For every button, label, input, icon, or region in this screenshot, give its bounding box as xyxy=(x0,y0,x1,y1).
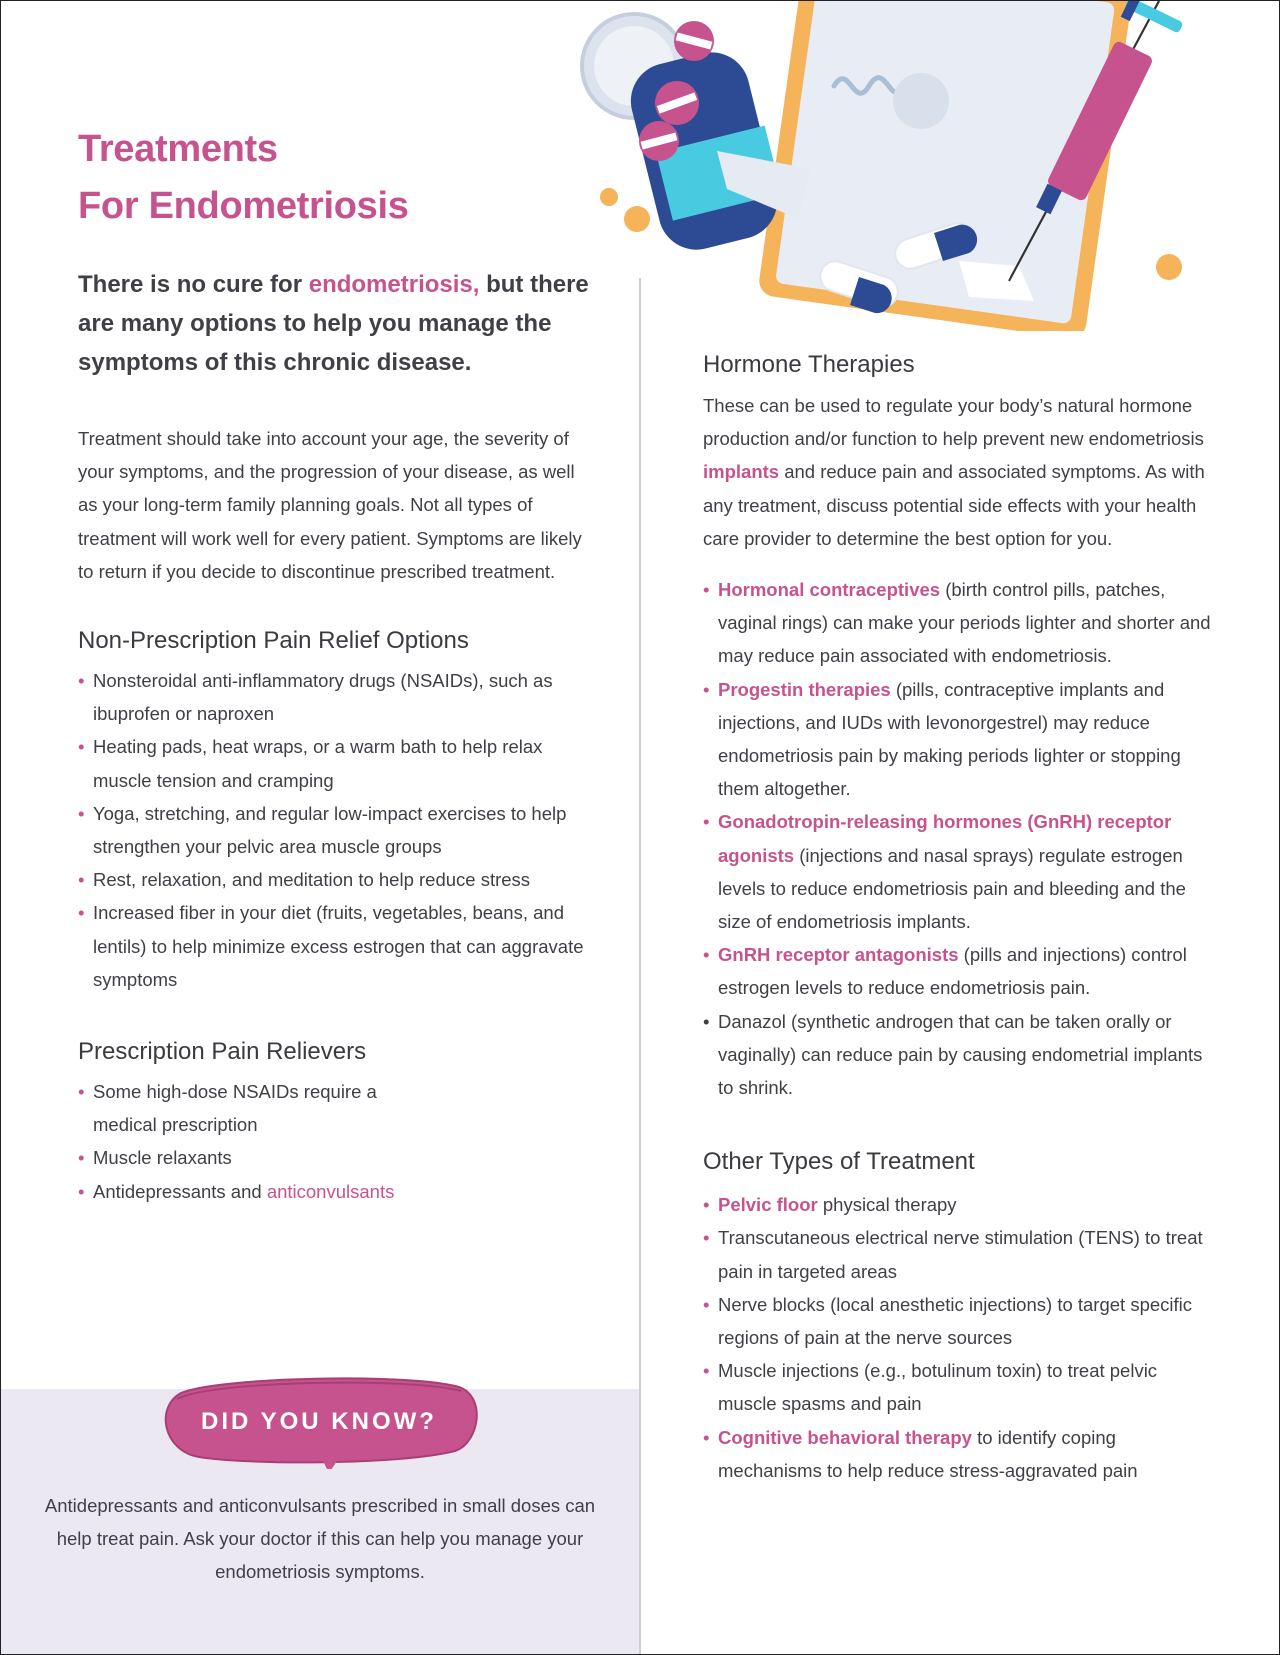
non-prescription-heading: Non-Prescription Pain Relief Options xyxy=(78,627,469,655)
hormone-intro xyxy=(703,389,1213,555)
item-highlight: Progestin therapies xyxy=(718,678,891,700)
list-item xyxy=(703,805,1213,938)
list-item: • Some high-dose NSAIDs require a medical prescription xyxy=(78,1075,413,1141)
left-column xyxy=(78,121,598,1208)
list-item xyxy=(703,573,1213,673)
list-item: • Yoga, stretching, and regular low-impact exercises to help strengthen your pelvic area muscle groups xyxy=(78,797,598,863)
prescription-list xyxy=(78,1075,598,1208)
list-item: • Heating pads, heat wraps, or a warm bath to help relax muscle tension and cramping xyxy=(78,730,598,796)
did-you-know-text: Antidepressants and anticonvulsants prescribed in small doses can help treat pain. Ask your doctor if this can help you manage your endometriosis symptoms. xyxy=(44,1495,596,1583)
item-text: to identify coping mechanisms to help reduce stress-aggravated pain xyxy=(718,1426,1138,1481)
title-line-2: For Endometriosis xyxy=(78,185,409,227)
item-highlight: Hormonal contraceptives xyxy=(718,579,941,601)
list-item: • Muscle relaxants xyxy=(78,1141,598,1174)
intro-statement xyxy=(78,265,598,382)
intro-highlight: endometriosis, xyxy=(308,271,480,298)
hormone-list xyxy=(703,573,1213,1104)
right-column xyxy=(703,351,1213,1487)
item-highlight: GnRH receptor antagonists xyxy=(718,944,959,966)
page-title xyxy=(78,121,598,235)
list-item xyxy=(78,1175,598,1208)
list-item: • Nonsteroidal anti-inflammatory drugs (NSAIDs), such as ibuprofen or naproxen xyxy=(78,664,598,730)
item-highlight: anticonvulsants xyxy=(266,1180,395,1202)
hormone-intro-text-1: These can be used to regulate your body’s natural hormone production and/or function to help prevent new endometriosis xyxy=(703,395,1204,450)
list-item xyxy=(703,1188,1213,1221)
intro-text-1: There is no cure for xyxy=(78,271,309,298)
speech-bubble-icon xyxy=(159,1373,479,1469)
list-item xyxy=(703,938,1213,1004)
item-text: (pills, contraceptive implants and injections, and IUDs with levonorgestrel) may reduce endometriosis pain by making periods lighter or stopping them altogether. xyxy=(718,678,1181,800)
item-text: (pills and injections) control estrogen levels to reduce endometriosis pain. xyxy=(718,944,1187,999)
other-heading: Other Types of Treatment xyxy=(703,1148,975,1176)
list-item: • Nerve blocks (local anesthetic injections) to target specific regions of pain at the nerve sources xyxy=(703,1288,1213,1354)
title-line-1: Treatments xyxy=(78,128,278,170)
other-list xyxy=(703,1188,1213,1487)
hormone-heading: Hormone Therapies xyxy=(703,351,915,378)
medicine-illustration xyxy=(549,1,1280,331)
item-highlight: Gonadotropin-releasing hormones (GnRH) receptor agonists xyxy=(718,811,1172,866)
item-text: (injections and nasal sprays) regulate estrogen levels to reduce endometriosis pain and bleeding and the size of endometriosis implants. xyxy=(718,844,1186,933)
list-item: • Danazol (synthetic androgen that can be taken orally or vaginally) can reduce pain by causing endometrial implants to shrink. xyxy=(703,1005,1213,1105)
list-item: • Muscle injections (e.g., botulinum toxin) to treat pelvic muscle spasms and pain xyxy=(703,1354,1213,1420)
list-item: • Increased fiber in your diet (fruits, vegetables, beans, and lentils) to help minimize excess estrogen that can aggravate symptoms xyxy=(78,896,598,996)
non-prescription-list xyxy=(78,664,598,996)
did-you-know-label: DID YOU KNOW? xyxy=(201,1408,437,1435)
item-highlight: Pelvic floor xyxy=(718,1194,818,1216)
intro-text-2: but there are many options to help you manage the symptoms of this chronic disease. xyxy=(78,271,589,376)
hormone-intro-highlight: implants xyxy=(703,461,780,483)
hormone-intro-text-2: and reduce pain and associated symptoms. As with any treatment, discuss potential side effects with your health care provider to determine the best option for you. xyxy=(703,461,1205,549)
column-divider xyxy=(639,278,641,1655)
list-item: • Rest, relaxation, and meditation to help reduce stress xyxy=(78,863,598,896)
prescription-heading: Prescription Pain Relievers xyxy=(78,1038,367,1066)
list-item xyxy=(703,673,1213,806)
list-item: • Transcutaneous electrical nerve stimulation (TENS) to treat pain in targeted areas xyxy=(703,1221,1213,1287)
item-text: Antidepressants and xyxy=(93,1180,267,1202)
body-paragraph: Treatment should take into account your age, the severity of your symptoms, and the progression of your disease, as well as your long-term family planning goals. Not all types of treatment will work well for every patient. Symptoms are likely to return if you decide to discontinue prescribed treatment. xyxy=(78,428,582,582)
item-text: physical therapy xyxy=(817,1194,957,1216)
item-highlight: Cognitive behavioral therapy xyxy=(718,1426,972,1448)
list-item xyxy=(703,1421,1213,1487)
item-text: (birth control pills, patches, vaginal rings) can make your periods lighter and shorter and may reduce pain associated with endometriosis. xyxy=(718,579,1211,667)
